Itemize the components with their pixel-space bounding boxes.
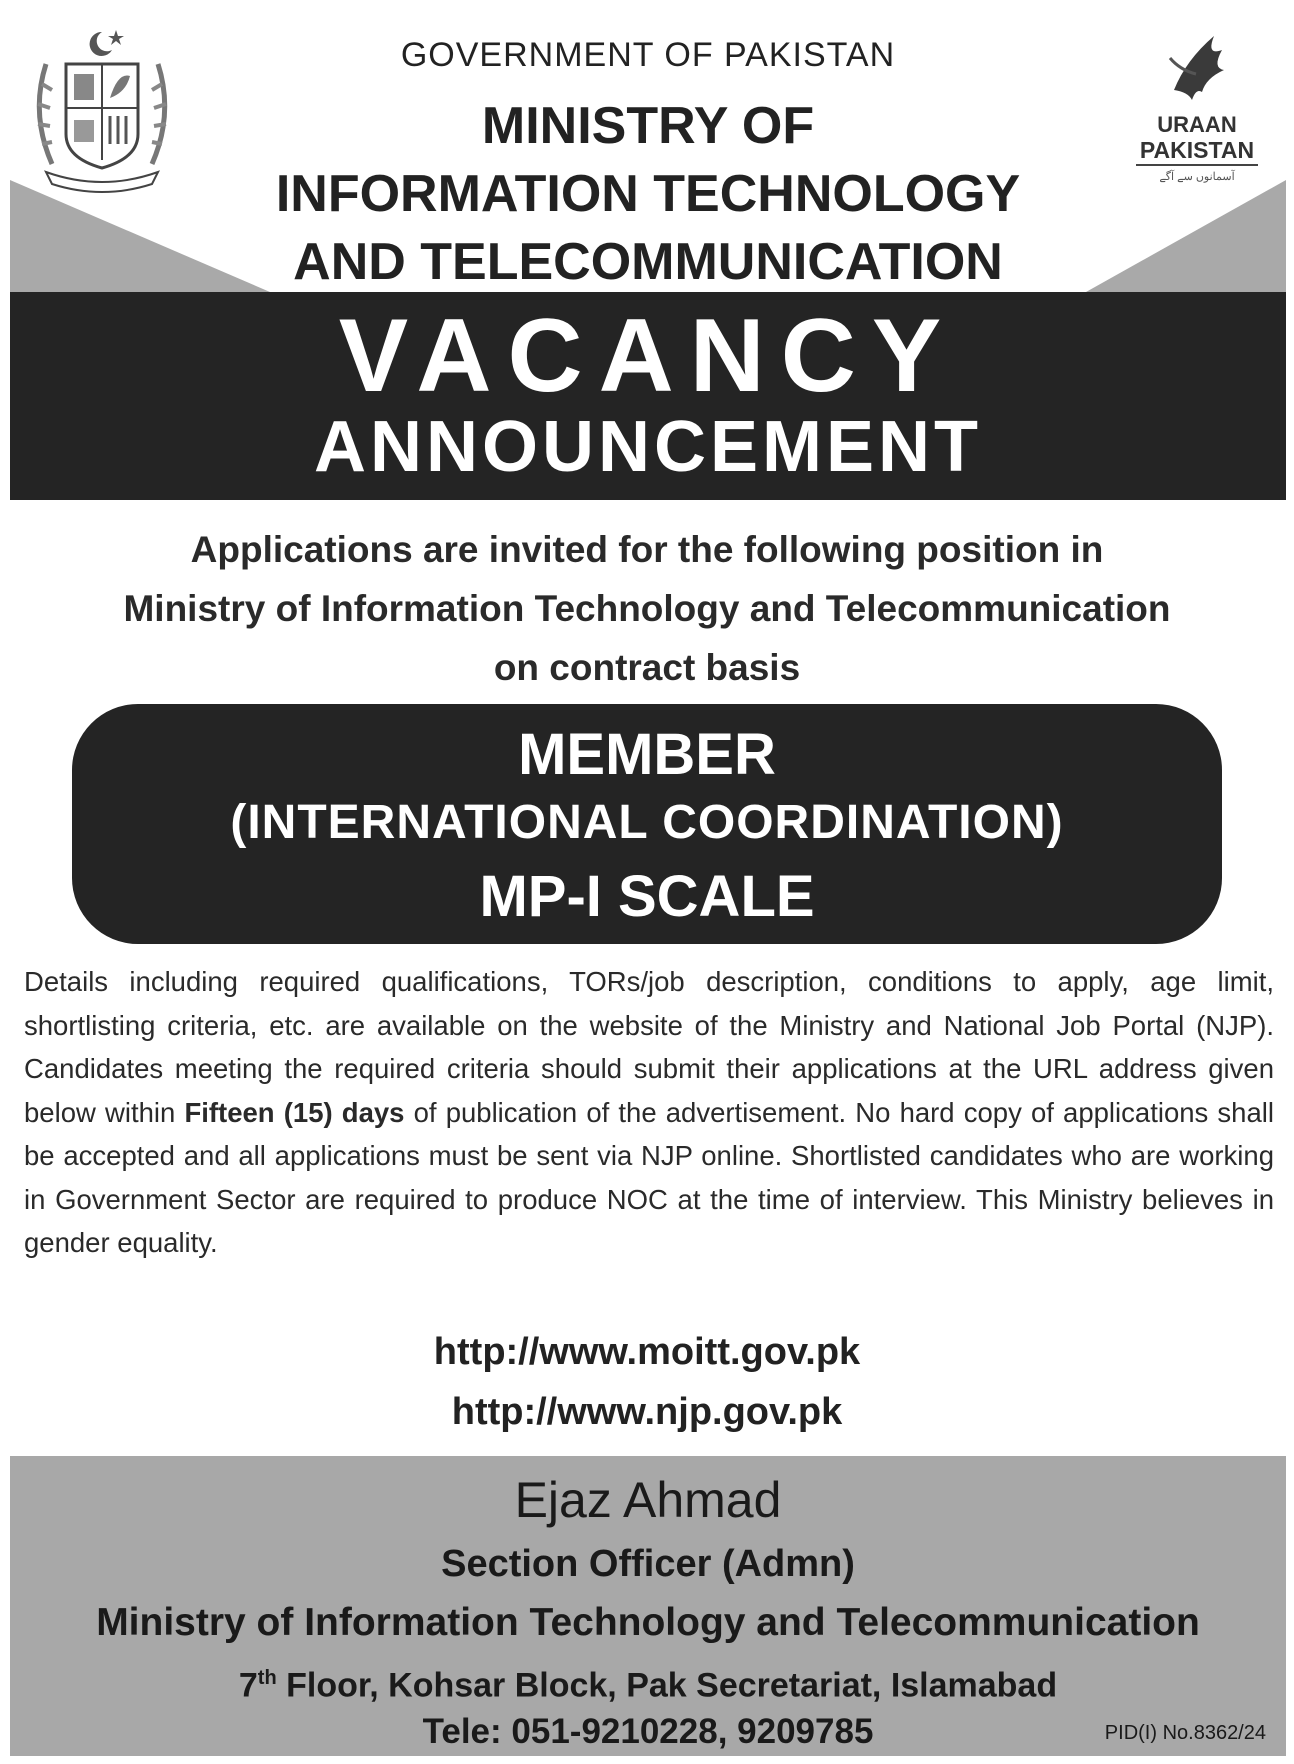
officer-name: Ejaz Ahmad [514, 1472, 782, 1528]
invitation-text [0, 520, 1294, 697]
government-heading: GOVERNMENT OF PAKISTAN [400, 36, 896, 74]
officer-designation: Section Officer (Admn) [441, 1543, 855, 1585]
pid-number: PID(I) No.8362/24 [1104, 1722, 1266, 1744]
ministry-heading [10, 92, 1286, 292]
contact-address [10, 1654, 1286, 1709]
details-text: of publication of the advertisement. No hard copy of applications shall be accepted and all applications must be sent via NJP online. Shortlisted candidates who are working in Government Sector are required to produce NOC at the time of interview. This Ministry believes in gender equality. [24, 1096, 1274, 1258]
details-paragraph [24, 960, 1274, 1265]
header [10, 10, 1286, 292]
njp-website-link[interactable]: http://www.njp.gov.pk [451, 1391, 843, 1433]
contact-phone: Tele: 051-9210228, 9209785 [422, 1712, 874, 1751]
vacancy-banner [10, 292, 1286, 500]
position-subtitle: (INTERNATIONAL COORDINATION) [230, 796, 1064, 849]
contact-ministry: Ministry of Information Technology and Telecommunication [96, 1601, 1200, 1644]
uraan-logo-text: PAKISTAN [1139, 137, 1255, 163]
logo-divider [1136, 164, 1258, 166]
banner-title: VACANCY [338, 298, 958, 414]
eagle-icon [1162, 30, 1232, 110]
application-deadline: Fifteen (15) days [184, 1096, 405, 1128]
invitation-line: Ministry of Information Technology and Telecommunication [123, 588, 1171, 629]
address-text: Floor, Kohsar Block, Pak Secretariat, Islamabad [276, 1666, 1058, 1705]
ministry-heading-line: AND TELECOMMUNICATION [293, 233, 1003, 291]
position-box [72, 704, 1222, 944]
banner-subtitle: ANNOUNCEMENT [314, 407, 982, 487]
invitation-line: on contract basis [493, 647, 801, 688]
position-title: MEMBER [518, 722, 776, 787]
position-scale: MP-I SCALE [479, 864, 815, 929]
details-text: Details including required qualifications, TORs/job description, conditions to apply, age limit, shortlisting criteria, etc. are available on the website of the Ministry and National Job Portal (NJP). Candidates meeting the required criteria should submit their applications at the URL address given below within [24, 966, 1274, 1128]
uraan-pakistan-logo [1122, 30, 1272, 190]
invitation-line: Applications are invited for the following position in [190, 529, 1104, 570]
floor-number: 7 [238, 1666, 258, 1705]
ministry-heading-line: MINISTRY OF [481, 97, 815, 155]
uraan-logo-tagline: آسمانوں سے آگے [1159, 171, 1235, 183]
contact-footer [10, 1456, 1286, 1756]
uraan-logo-text: URAAN [1157, 112, 1237, 137]
ministry-heading-line: INFORMATION TECHNOLOGY [275, 165, 1021, 223]
ministry-website-link[interactable]: http://www.moitt.gov.pk [433, 1331, 861, 1373]
floor-suffix: th [257, 1667, 277, 1689]
